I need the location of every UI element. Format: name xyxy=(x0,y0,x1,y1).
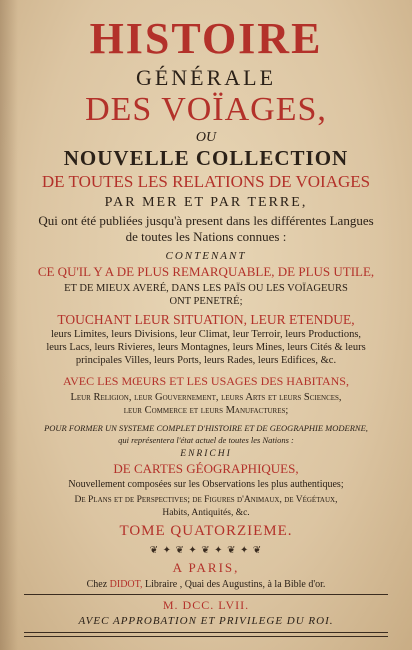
publiees-line-2: de toutes les Nations connues : xyxy=(125,229,287,244)
mieux-line-2: ONT PENETRÉ; xyxy=(169,296,243,307)
imprint-line xyxy=(0,578,412,591)
nouvelle-collection: NOUVELLE COLLECTION xyxy=(63,146,349,170)
moeurs: AVEC LES MŒURS ET LES USAGES DES HABITANS, xyxy=(63,374,349,388)
title-line-2: GÉNÉRALE xyxy=(135,65,277,90)
touchant: TOUCHANT LEUR SITUATION, LEUR ETENDUE, xyxy=(57,312,355,327)
contenant: CONTENANT xyxy=(165,250,247,262)
toutes-relations: DE TOUTES LES RELATIONS DE VOIAGES xyxy=(41,172,371,191)
mieux-line-1: ET DE MIEUX AVERÉ, DANS LES PAÏS OU LES VOÏAGEURS xyxy=(64,283,348,294)
remarquable: CE QU'IL Y A DE PLUS REMARQUABLE, DE PLUS UTILE, xyxy=(37,264,375,279)
title-line-3: DES VOÏAGES, xyxy=(85,91,327,128)
tome: TOME QUATORZIEME. xyxy=(119,523,293,539)
imprint-address: Libraire , Quai des Augustins, à la Bible d'or. xyxy=(145,579,326,590)
chez: Chez xyxy=(86,579,108,590)
par-mer: PAR MER ET PAR TERRE, xyxy=(104,195,308,210)
date: M. DCC. LVII. xyxy=(162,598,250,612)
former-line-2: qui représentera l'état actuel de toutes les Nations : xyxy=(118,435,294,445)
publiees-line-1: Qui ont été publiées jusqu'à present dans les différentes Langues xyxy=(38,213,374,228)
rule-bottom xyxy=(24,632,388,637)
limites-line-1: leurs Limites, leurs Divisions, leur Climat, leur Terroir, leurs Productions, xyxy=(50,329,362,340)
religion-line-1: Leur Religion, leur Gouvernement, leurs Arts et leurs Sciences, xyxy=(70,392,342,403)
ou-text: OU xyxy=(195,130,217,145)
former-line-1: POUR FORMER UN SYSTEME COMPLET D'HISTOIRE ET DE GEOGRAPHIE MODERNE, xyxy=(44,423,368,433)
title-line-1: HISTOIRE xyxy=(89,14,323,63)
religion-line-2: leur Commerce et leurs Manufactures; xyxy=(123,405,289,416)
limites-line-2: leurs Lacs, leurs Rivieres, leurs Montagnes, leurs Mines, leurs Cités & leurs xyxy=(46,342,366,353)
limites-line-3: principales Villes, leurs Ports, leurs Rades, leurs Edifices, &c. xyxy=(75,355,337,366)
printer-name: DIDOT, xyxy=(109,579,143,590)
rule-top xyxy=(24,594,388,595)
privilege: AVEC APPROBATION ET PRIVILEGE DU ROI. xyxy=(78,615,334,627)
paris: A PARIS, xyxy=(172,560,240,575)
ornament-divider: ❦ ✦ ❦ ✦ ❦ ✦ ❦ ✦ ❦ xyxy=(149,545,263,556)
enrichi: ENRICHI xyxy=(180,449,232,459)
nouvellement: Nouvellement composées sur les Observations les plus authentiques; xyxy=(68,479,344,490)
plans-line-2: Habits, Antiquités, &c. xyxy=(162,508,250,518)
plans-line-1: De Plans et de Perspectives; de Figures d'Animaux, de Végétaux, xyxy=(74,495,338,505)
cartes: DE CARTES GÉOGRAPHIQUES, xyxy=(113,461,299,476)
